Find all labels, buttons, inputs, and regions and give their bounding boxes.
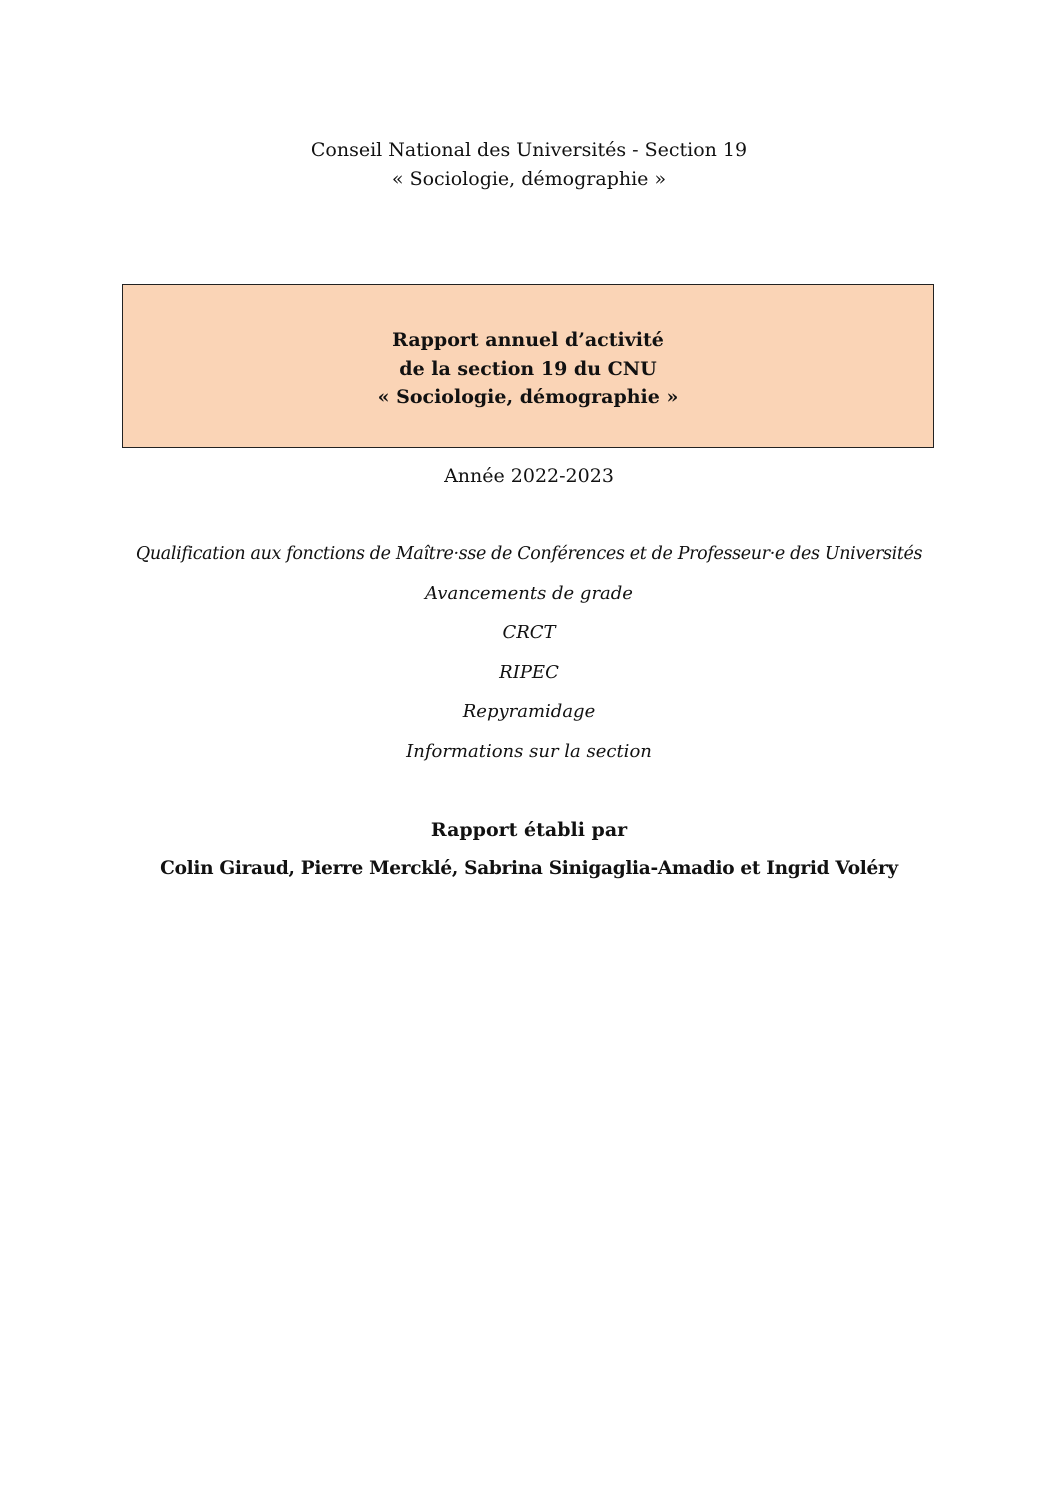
topic-item: Repyramidage bbox=[462, 701, 596, 722]
header-institution: Conseil National des Universités - Section 19 bbox=[310, 139, 748, 161]
report-year: Année 2022-2023 bbox=[444, 465, 614, 487]
topic-item: CRCT bbox=[502, 622, 556, 643]
header bbox=[0, 136, 1058, 194]
title-line-3: « Sociologie, démographie » bbox=[377, 386, 679, 408]
title-box bbox=[122, 284, 934, 448]
topic-item: RIPEC bbox=[499, 661, 559, 683]
authors-label: Rapport établi par bbox=[430, 819, 628, 841]
topic-item: Qualification aux fonctions de Maître·sse de Conférences et de Professeur·e des Universités bbox=[135, 544, 923, 564]
header-section-name: « Sociologie, démographie » bbox=[391, 168, 667, 190]
authors-names: Colin Giraud, Pierre Mercklé, Sabrina Sinigaglia-Amadio et Ingrid Voléry bbox=[160, 858, 898, 879]
topic-item: Informations sur la section bbox=[406, 740, 652, 762]
title-block bbox=[123, 326, 933, 412]
topics-list bbox=[0, 540, 1058, 777]
title-line-1: Rapport annuel d’activité bbox=[392, 329, 664, 351]
title-line-2: de la section 19 du CNU bbox=[399, 357, 657, 380]
topic-item: Avancements de grade bbox=[425, 582, 633, 604]
